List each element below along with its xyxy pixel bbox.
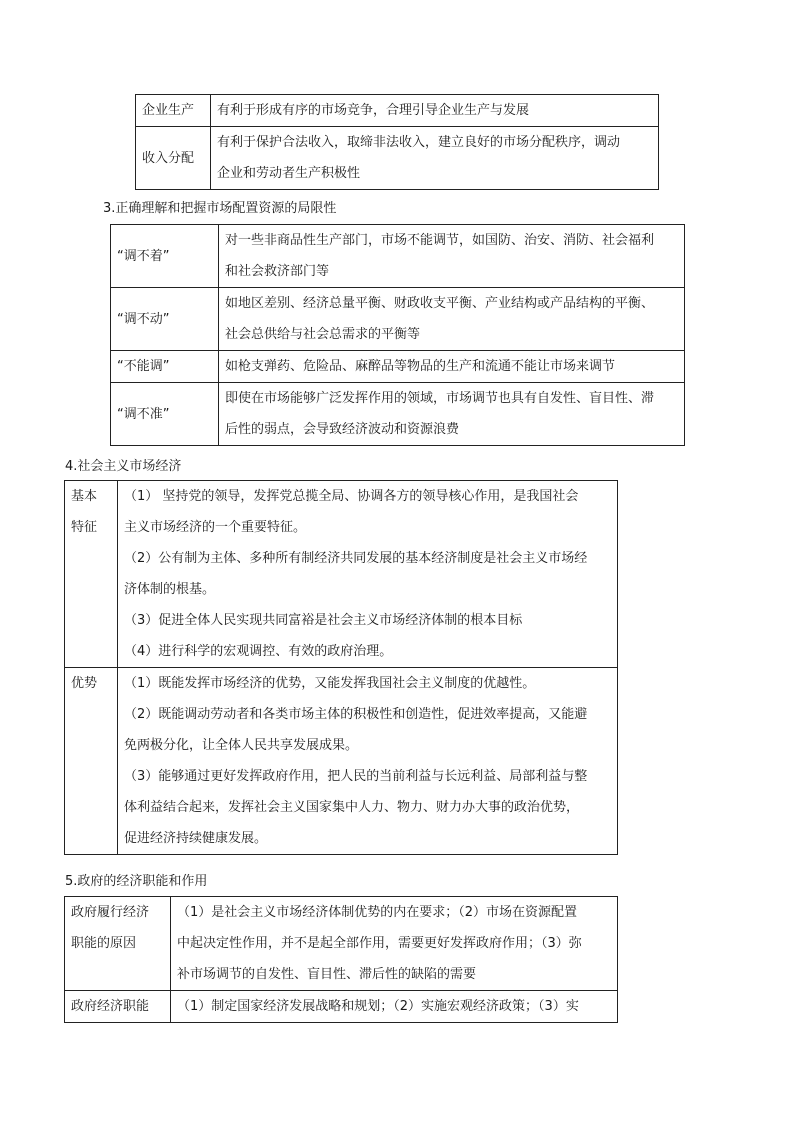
government-economic-functions-table xyxy=(64,896,618,1023)
content-line: 如枪支弹药、危险品、麻醉品等物品的生产和流通不能让市场来调节 xyxy=(225,359,616,374)
table-row xyxy=(111,288,685,351)
section-heading: 4.社会主义市场经济 xyxy=(65,459,182,474)
row-content xyxy=(211,127,659,190)
section-heading: 5.政府的经济职能和作用 xyxy=(65,874,208,889)
content-line: 社会总供给与社会总需求的平衡等 xyxy=(225,327,421,342)
section-heading: 3.正确理解和把握市场配置资源的局限性 xyxy=(103,201,337,216)
row-content xyxy=(171,991,618,1023)
content-line: 即使在市场能够广泛发挥作用的领域，市场调节也具有自发性、盲目性、滞 xyxy=(225,391,655,406)
row-label: 收入分配 xyxy=(136,127,211,190)
content-line: （1）既能发挥市场经济的优势，又能发挥我国社会主义制度的优越性。 xyxy=(124,676,536,691)
row-label: 企业生产 xyxy=(136,95,211,127)
label-line: 特征 xyxy=(71,520,98,535)
content-line: 有利于形成有序的市场竞争，合理引导企业生产与发展 xyxy=(217,103,530,118)
content-line: 促进经济持续健康发展。 xyxy=(124,831,268,846)
content-line: 和社会救济部门等 xyxy=(225,264,330,279)
row-label xyxy=(65,897,171,991)
row-label: “调不准” xyxy=(111,383,219,446)
row-content xyxy=(219,383,685,446)
table-row xyxy=(111,351,685,383)
socialist-market-economy-table xyxy=(64,480,618,855)
market-limitations-table xyxy=(110,224,685,446)
income-distribution-table xyxy=(135,94,659,190)
content-line: 如地区差别、经济总量平衡、财政收支平衡、产业结构或产品结构的平衡、 xyxy=(225,296,655,311)
table-row xyxy=(65,897,618,991)
row-content xyxy=(219,225,685,288)
content-line: （3）促进全体人民实现共同富裕是社会主义市场经济体制的根本目标 xyxy=(124,613,523,628)
content-line: （1）是社会主义市场经济体制优势的内在要求；（2）市场在资源配置 xyxy=(177,905,578,920)
content-line: 济体制的根基。 xyxy=(124,582,216,597)
content-line: 对一些非商品性生产部门，市场不能调节，如国防、治安、消防、社会福利 xyxy=(225,233,655,248)
row-content xyxy=(219,351,685,383)
row-content xyxy=(211,95,659,127)
label-line: 优势 xyxy=(71,676,98,691)
content-line: 主义市场经济的一个重要特征。 xyxy=(124,520,307,535)
content-line: 免两极分化，让全体人民共享发展成果。 xyxy=(124,738,359,753)
row-content xyxy=(219,288,685,351)
table-row xyxy=(111,225,685,288)
content-line: （3）能够通过更好发挥政府作用，把人民的当前利益与长远利益、局部利益与整 xyxy=(124,769,588,784)
content-line: 后性的弱点，会导致经济波动和资源浪费 xyxy=(225,422,460,437)
content-line: （2）既能调动劳动者和各类市场主体的积极性和创造性，促进效率提高，又能避 xyxy=(124,707,588,722)
row-label xyxy=(65,481,118,668)
table-row xyxy=(65,668,618,855)
label-line: 基本 xyxy=(71,489,98,504)
row-label: “调不动” xyxy=(111,288,219,351)
row-label xyxy=(65,668,118,855)
table-row xyxy=(65,991,618,1023)
content-line: 体利益结合起来，发挥社会主义国家集中人力、物力、财力办大事的政治优势， xyxy=(124,800,580,815)
row-content xyxy=(171,897,618,991)
table-row xyxy=(65,481,618,668)
content-line: 中起决定性作用，并不是起全部作用，需要更好发挥政府作用；（3）弥 xyxy=(177,936,582,951)
label-line: 政府履行经济 xyxy=(71,905,150,920)
table-row xyxy=(136,127,659,190)
label-line: 职能的原因 xyxy=(71,936,137,951)
content-line: 企业和劳动者生产积极性 xyxy=(217,166,361,181)
table-row xyxy=(136,95,659,127)
content-line: （2）公有制为主体、多种所有制经济共同发展的基本经济制度是社会主义市场经 xyxy=(124,551,588,566)
content-line: （1） 坚持党的领导，发挥党总揽全局、协调各方的领导核心作用，是我国社会 xyxy=(124,489,579,504)
row-content xyxy=(118,481,618,668)
content-line: （4）进行科学的宏观调控、有效的政府治理。 xyxy=(124,644,393,659)
label-line: 政府经济职能 xyxy=(71,999,150,1014)
row-label: “不能调” xyxy=(111,351,219,383)
content-line: 有利于保护合法收入，取缔非法收入，建立良好的市场分配秩序，调动 xyxy=(217,135,621,150)
table-row xyxy=(111,383,685,446)
row-label xyxy=(65,991,171,1023)
content-line: （1）制定国家经济发展战略和规划；（2）实施宏观经济政策；（3）实 xyxy=(177,999,579,1014)
content-line: 补市场调节的自发性、盲目性、滞后性的缺陷的需要 xyxy=(177,967,477,982)
row-content xyxy=(118,668,618,855)
row-label: “调不着” xyxy=(111,225,219,288)
